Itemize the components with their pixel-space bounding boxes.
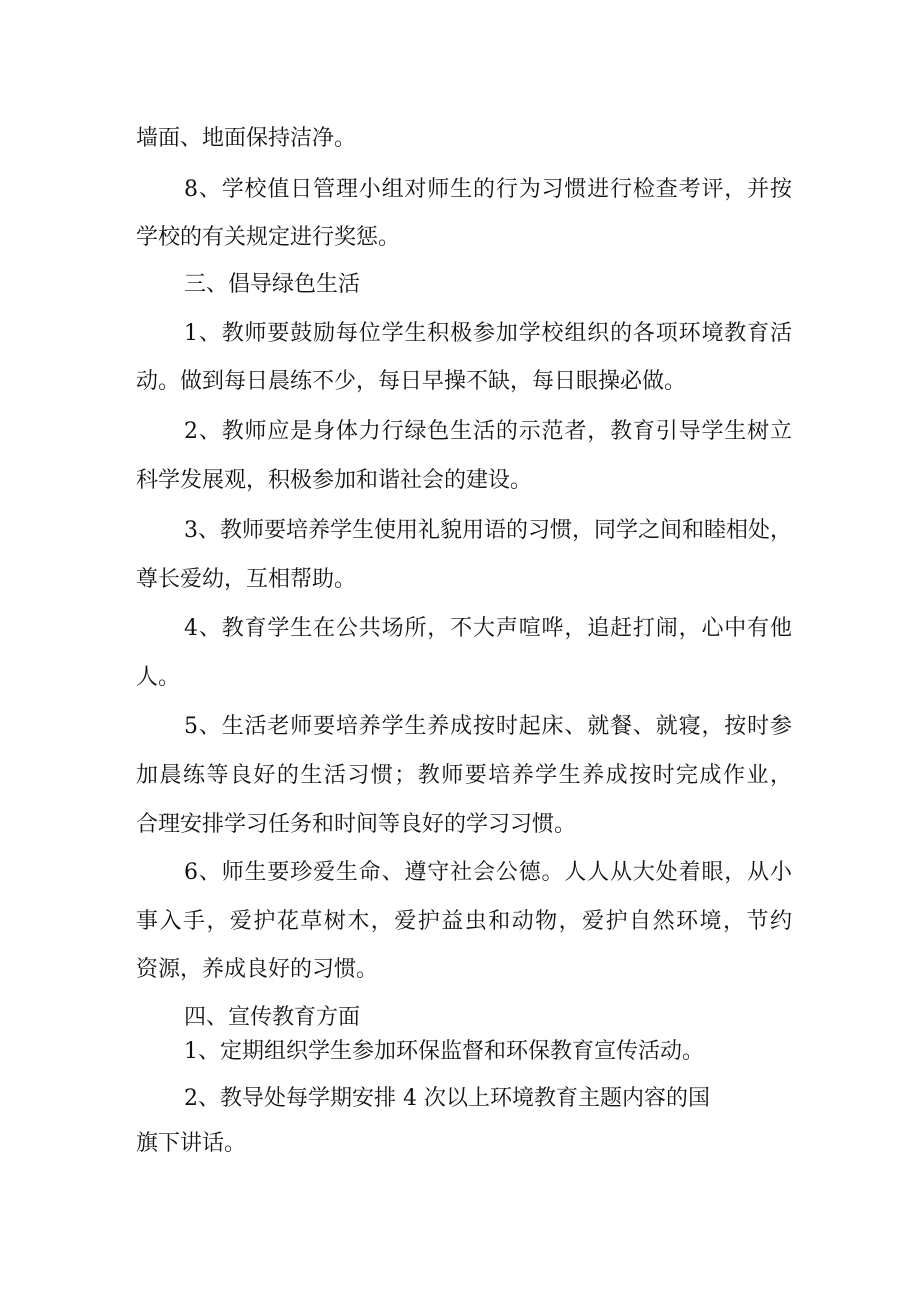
paragraph-line: 资源，养成良好的习惯。 [136, 957, 379, 982]
paragraph-line: 墙面、地面保持洁净。 [136, 126, 357, 151]
paragraph-line: 2、教导处每学期安排 4 次以上环境教育主题内容的国 [184, 1086, 710, 1111]
paragraph-line: 动。做到每日晨练不少，每日早操不缺，每日眼操必做。 [136, 369, 687, 394]
paragraph-line: 6、师生要珍爱生命、遵守社会公德。人人从大处着眼，从小 [184, 860, 792, 885]
paragraph-line: 3、教师要培养学生使用礼貌用语的习惯，同学之间和睦相处， [184, 518, 792, 543]
paragraph-line: 科学发展观，积极参加和谐社会的建设。 [136, 468, 533, 493]
section-heading: 四、宣传教育方面 [184, 1005, 361, 1030]
paragraph-line: 4、教育学生在公共场所，不大声喧哗，追赶打闹，心中有他 [184, 616, 792, 641]
paragraph-line: 尊长爱幼，互相帮助。 [136, 567, 357, 592]
paragraph-line: 旗下讲话。 [136, 1131, 247, 1156]
paragraph-line: 学校的有关规定进行奖惩。 [136, 225, 401, 250]
paragraph-line: 事入手，爱护花草树木，爱护益虫和动物，爱护自然环境，节约 [136, 909, 792, 934]
paragraph-line: 加晨练等良好的生活习惯；教师要培养学生养成按时完成作业， [136, 763, 792, 788]
paragraph-line: 5、生活老师要培养学生养成按时起床、就餐、就寝，按时参 [184, 714, 792, 739]
paragraph-line: 合理安排学习任务和时间等良好的学习习惯。 [136, 812, 577, 837]
paragraph-line: 2、教师应是身体力行绿色生活的示范者，教育引导学生树立 [184, 419, 792, 444]
section-heading: 三、倡导绿色生活 [184, 272, 361, 297]
paragraph-line: 1、教师要鼓励每位学生积极参加学校组织的各项环境教育活 [184, 321, 792, 346]
paragraph-line: 人。 [136, 665, 181, 690]
paragraph-line: 8、学校值日管理小组对师生的行为习惯进行检查考评，并按 [184, 177, 792, 202]
paragraph-line: 1、定期组织学生参加环保监督和环保教育宣传活动。 [184, 1039, 704, 1064]
